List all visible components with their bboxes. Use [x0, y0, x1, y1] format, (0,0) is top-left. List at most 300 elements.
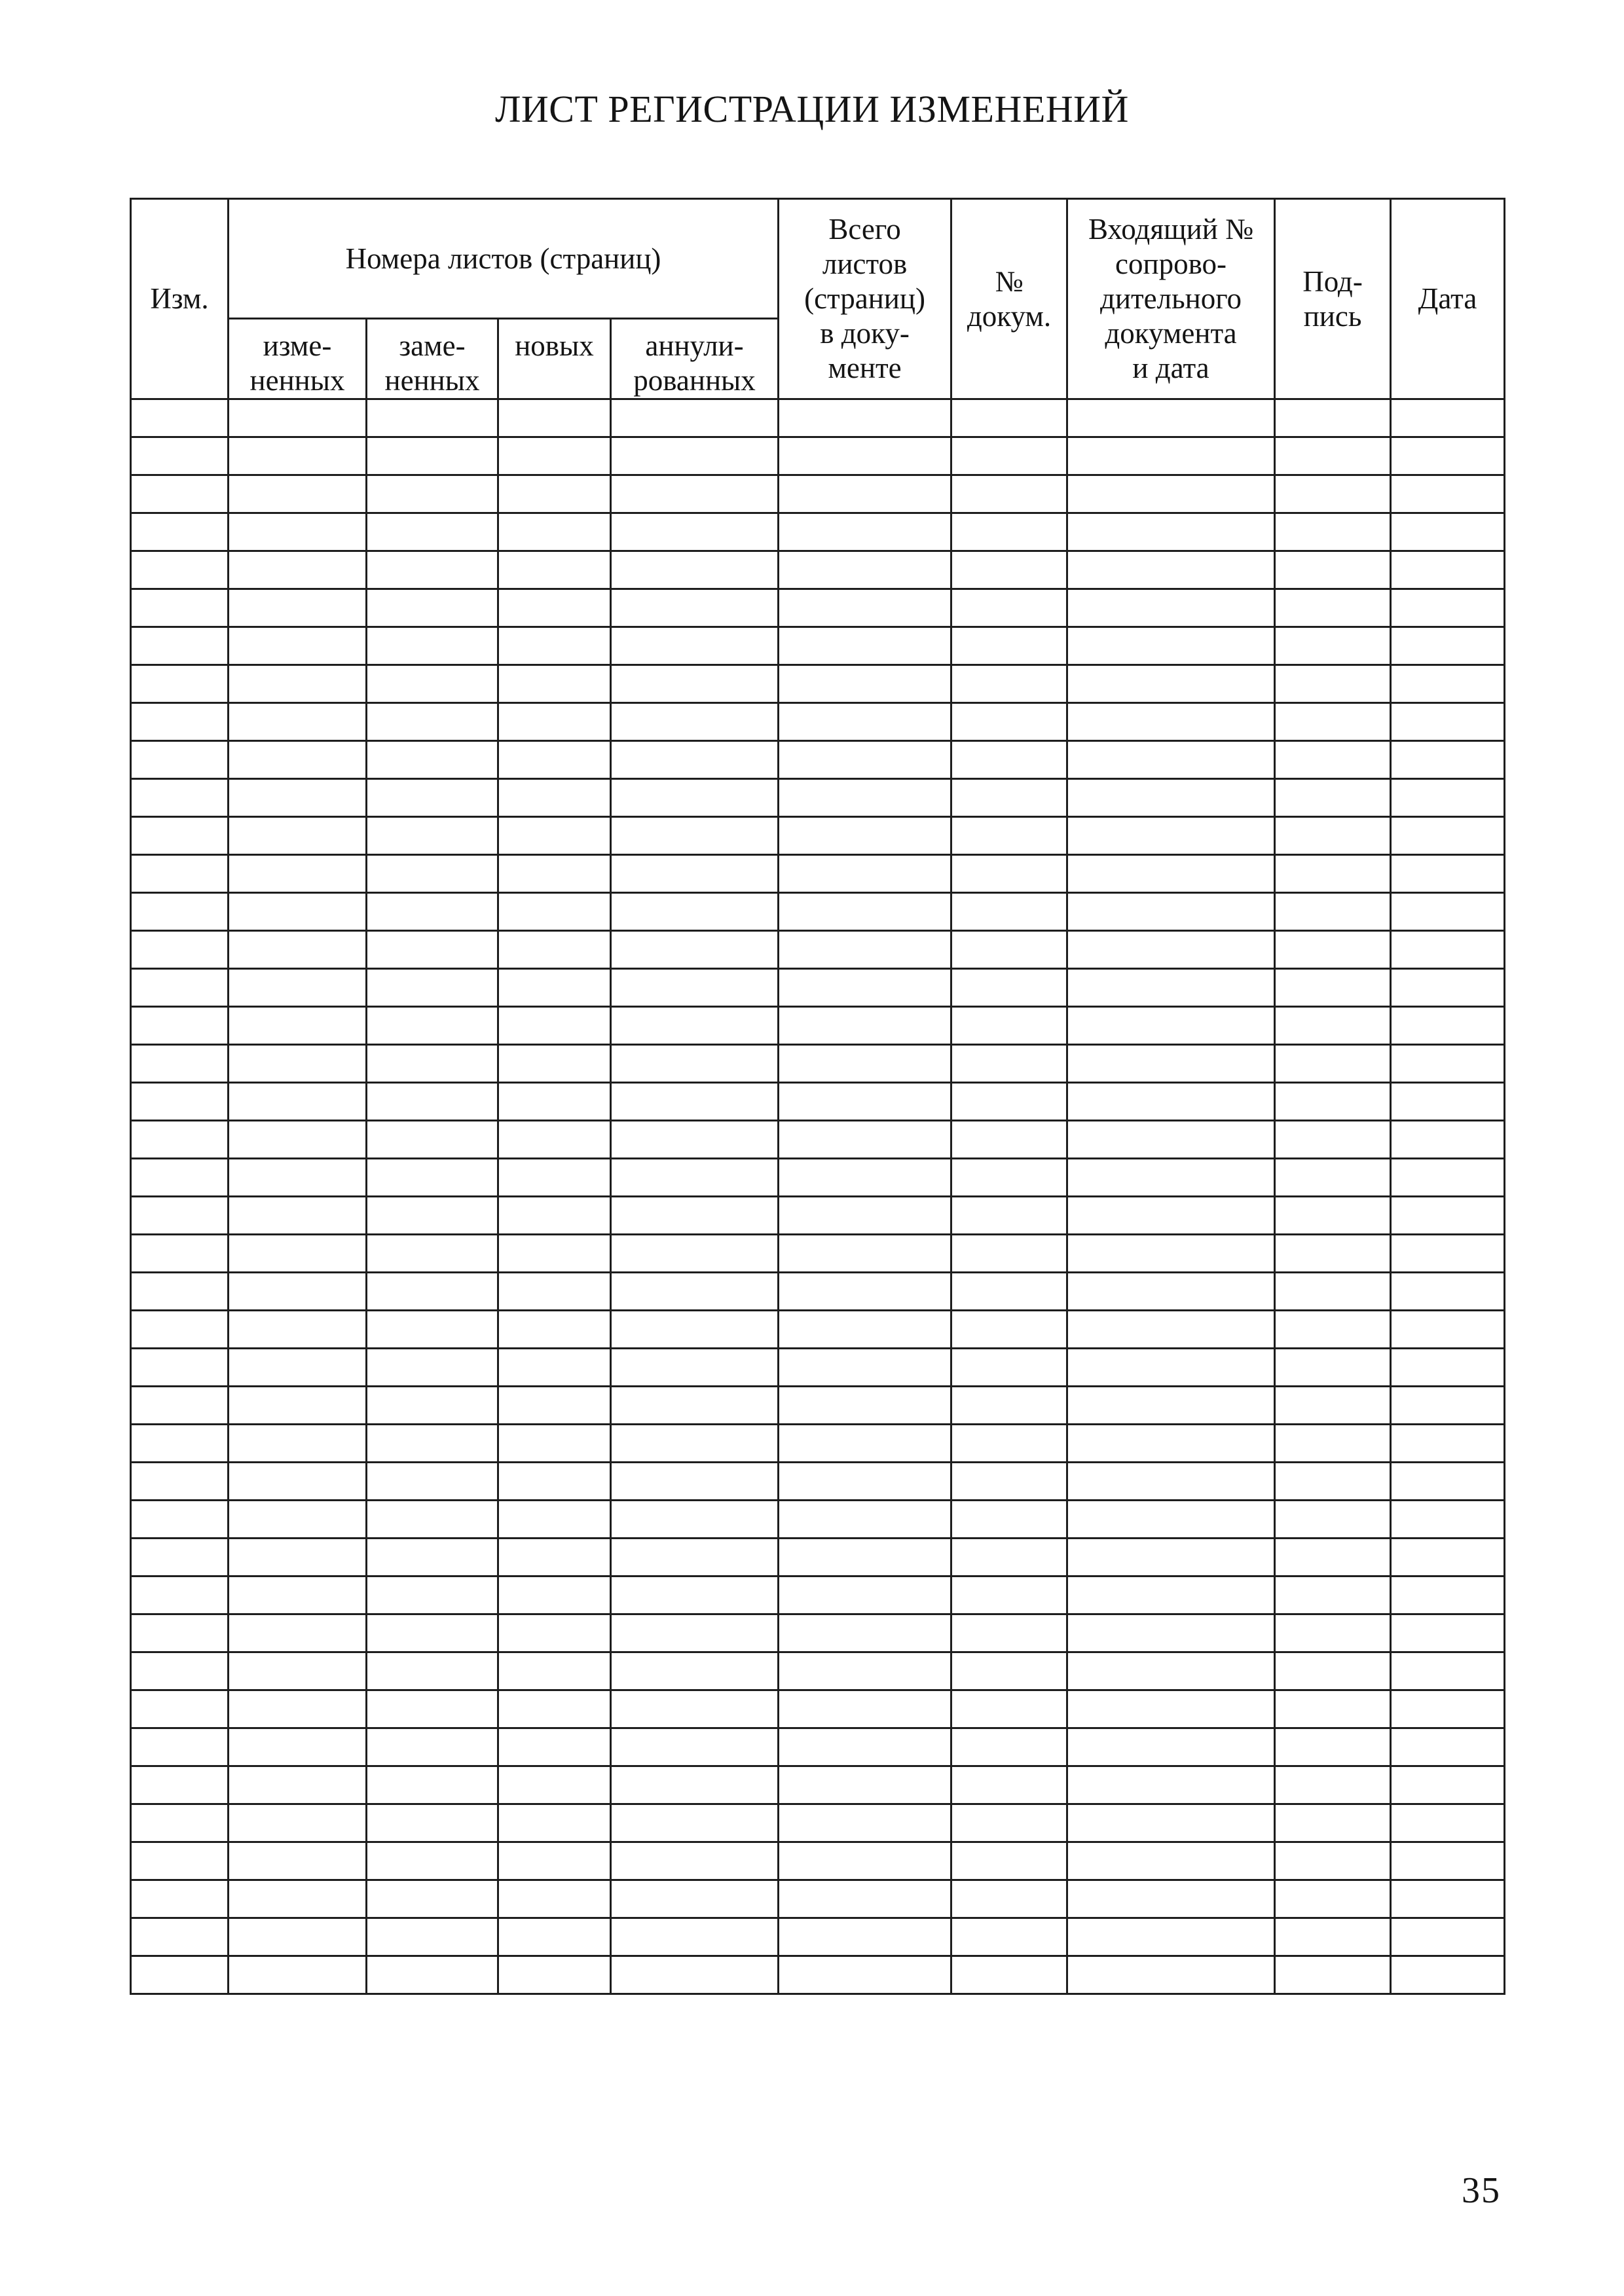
table-row [131, 969, 1505, 1007]
table-cell [779, 1614, 951, 1652]
table-cell [498, 893, 611, 931]
table-cell [1391, 1083, 1505, 1121]
table-cell [611, 969, 779, 1007]
table-cell [779, 513, 951, 551]
table-cell [498, 589, 611, 627]
table-cell [1067, 855, 1275, 893]
table-row [131, 1349, 1505, 1387]
table-cell [131, 703, 229, 741]
table-cell [131, 1463, 229, 1501]
table-cell [951, 589, 1067, 627]
table-cell [498, 1842, 611, 1880]
table-cell [131, 1690, 229, 1728]
table-cell [367, 1728, 498, 1766]
table-cell [1275, 1690, 1391, 1728]
table-cell [131, 741, 229, 779]
table-row [131, 817, 1505, 855]
table-cell [779, 1349, 951, 1387]
table-cell [951, 1273, 1067, 1311]
table-cell [779, 1007, 951, 1045]
table-row [131, 1121, 1505, 1159]
table-cell [1067, 1614, 1275, 1652]
table-cell [367, 1197, 498, 1235]
table-cell [229, 1918, 367, 1956]
table-row [131, 513, 1505, 551]
table-cell [951, 1918, 1067, 1956]
table-cell [498, 741, 611, 779]
table-cell [131, 1918, 229, 1956]
table-cell [229, 1956, 367, 1994]
table-cell [611, 1007, 779, 1045]
table-cell [1391, 893, 1505, 931]
table-cell [1391, 1614, 1505, 1652]
table-cell [498, 1880, 611, 1918]
table-cell [1067, 1766, 1275, 1804]
table-cell [611, 1121, 779, 1159]
table-cell [779, 551, 951, 589]
table-row [131, 1235, 1505, 1273]
table-cell [951, 1614, 1067, 1652]
table-cell [229, 931, 367, 969]
table-cell [131, 1804, 229, 1842]
table-cell [498, 1501, 611, 1539]
table-cell [131, 1349, 229, 1387]
table-cell [1391, 1235, 1505, 1273]
table-cell [951, 1956, 1067, 1994]
table-cell [611, 1463, 779, 1501]
table-row [131, 475, 1505, 513]
table-cell [498, 1045, 611, 1083]
table-cell [131, 1614, 229, 1652]
table-cell [1275, 1045, 1391, 1083]
table-cell [131, 627, 229, 665]
table-cell [1067, 437, 1275, 475]
table-cell [611, 779, 779, 817]
table-row [131, 1614, 1505, 1652]
table-cell [1067, 1690, 1275, 1728]
table-cell [779, 1387, 951, 1425]
table-cell [951, 399, 1067, 437]
table-cell [229, 589, 367, 627]
table-cell [1391, 969, 1505, 1007]
table-cell [1391, 513, 1505, 551]
table-cell [779, 1918, 951, 1956]
table-cell [131, 1083, 229, 1121]
table-cell [779, 589, 951, 627]
table-cell [779, 1121, 951, 1159]
table-cell [131, 1652, 229, 1690]
table-cell [367, 513, 498, 551]
table-cell [1391, 741, 1505, 779]
table-cell [1067, 1576, 1275, 1614]
table-cell [498, 855, 611, 893]
table-cell [1275, 665, 1391, 703]
table-cell [951, 1728, 1067, 1766]
table-cell [951, 437, 1067, 475]
table-cell [611, 703, 779, 741]
table-cell [498, 551, 611, 589]
table-cell [611, 1273, 779, 1311]
table-cell [367, 1652, 498, 1690]
table-cell [229, 969, 367, 1007]
table-cell [131, 1880, 229, 1918]
table-cell [1275, 1804, 1391, 1842]
table-cell [131, 817, 229, 855]
table-cell [1067, 1463, 1275, 1501]
header-new: новых [498, 319, 611, 399]
table-cell [1275, 627, 1391, 665]
table-cell [1067, 1007, 1275, 1045]
table-cell [1391, 627, 1505, 665]
table-cell [951, 741, 1067, 779]
table-cell [951, 1425, 1067, 1463]
table-cell [1067, 1311, 1275, 1349]
table-cell [131, 931, 229, 969]
table-cell [498, 817, 611, 855]
table-cell [367, 893, 498, 931]
table-cell [779, 1425, 951, 1463]
table-cell [951, 1349, 1067, 1387]
table-cell [611, 1766, 779, 1804]
table-cell [229, 1842, 367, 1880]
table-cell [1391, 1159, 1505, 1197]
table-cell [1275, 399, 1391, 437]
table-cell [229, 1463, 367, 1501]
table-cell [1391, 855, 1505, 893]
table-cell [1391, 551, 1505, 589]
table-cell [611, 893, 779, 931]
table-row [131, 399, 1505, 437]
table-cell [498, 1576, 611, 1614]
table-cell [367, 1425, 498, 1463]
table-cell [229, 1576, 367, 1614]
table-cell [951, 1159, 1067, 1197]
table-cell [1067, 1804, 1275, 1842]
table-cell [1275, 589, 1391, 627]
table-cell [229, 703, 367, 741]
table-cell [1067, 931, 1275, 969]
table-cell [779, 1311, 951, 1349]
table-cell [779, 437, 951, 475]
table-cell [1275, 1539, 1391, 1576]
table-cell [131, 1766, 229, 1804]
table-cell [951, 1539, 1067, 1576]
table-row [131, 551, 1505, 589]
table-cell [779, 779, 951, 817]
table-cell [367, 1576, 498, 1614]
table-row [131, 1197, 1505, 1235]
header-incoming-document: Входящий № сопрово- дительного документа и дата [1067, 199, 1275, 399]
table-cell [1067, 1349, 1275, 1387]
table-cell [229, 1614, 367, 1652]
table-cell [131, 589, 229, 627]
table-row [131, 437, 1505, 475]
table-cell [611, 1197, 779, 1235]
table-row [131, 893, 1505, 931]
table-cell [779, 1273, 951, 1311]
table-cell [1391, 1728, 1505, 1766]
table-cell [1275, 741, 1391, 779]
document-title: ЛИСТ РЕГИСТРАЦИИ ИЗМЕНЕНИЙ [495, 88, 1129, 130]
table-cell [1391, 1766, 1505, 1804]
table-cell [498, 513, 611, 551]
table-cell [611, 1728, 779, 1766]
table-cell [1275, 1197, 1391, 1235]
table-cell [1391, 1045, 1505, 1083]
table-cell [779, 1842, 951, 1880]
table-cell [951, 1121, 1067, 1159]
table-cell [611, 1576, 779, 1614]
table-row [131, 703, 1505, 741]
table-cell [1391, 1463, 1505, 1501]
table-cell [229, 817, 367, 855]
table-cell [1391, 1539, 1505, 1576]
table-cell [498, 1804, 611, 1842]
table-cell [611, 437, 779, 475]
table-cell [1391, 1311, 1505, 1349]
table-cell [229, 475, 367, 513]
table-cell [1067, 665, 1275, 703]
table-cell [611, 627, 779, 665]
table-cell [779, 1804, 951, 1842]
table-cell [229, 551, 367, 589]
table-cell [951, 1235, 1067, 1273]
table-cell [131, 551, 229, 589]
table-cell [611, 1311, 779, 1349]
table-cell [367, 855, 498, 893]
table-cell [1391, 1652, 1505, 1690]
table-row [131, 1007, 1505, 1045]
table-cell [951, 1501, 1067, 1539]
table-cell [611, 1045, 779, 1083]
table-cell [779, 1539, 951, 1576]
table-cell [131, 1121, 229, 1159]
table-cell [367, 969, 498, 1007]
table-cell [1391, 1956, 1505, 1994]
table-cell [779, 1159, 951, 1197]
table-cell [367, 1083, 498, 1121]
table-cell [951, 931, 1067, 969]
table-cell [611, 1083, 779, 1121]
table-cell [229, 1197, 367, 1235]
table-cell [131, 1197, 229, 1235]
table-cell [1067, 1539, 1275, 1576]
table-cell [1067, 551, 1275, 589]
table-cell [229, 779, 367, 817]
header-row [131, 199, 1505, 319]
table-cell [1391, 1349, 1505, 1387]
table-row [131, 627, 1505, 665]
table-cell [779, 1045, 951, 1083]
change-registration-table [130, 198, 1505, 1995]
table-cell [611, 589, 779, 627]
table-cell [131, 513, 229, 551]
table-cell [779, 1956, 951, 1994]
table-cell [1067, 893, 1275, 931]
table-cell [1067, 589, 1275, 627]
table-cell [367, 931, 498, 969]
table-cell [611, 1159, 779, 1197]
table-cell [498, 665, 611, 703]
table-cell [951, 1842, 1067, 1880]
table-cell [131, 665, 229, 703]
table-cell [1391, 589, 1505, 627]
table-cell [951, 703, 1067, 741]
table-cell [611, 1918, 779, 1956]
table-cell [1275, 1007, 1391, 1045]
table-cell [131, 969, 229, 1007]
table-cell [1275, 1652, 1391, 1690]
table-cell [131, 1007, 229, 1045]
table-cell [131, 893, 229, 931]
table-cell [1275, 1956, 1391, 1994]
table-cell [498, 1614, 611, 1652]
table-cell [498, 1273, 611, 1311]
table-cell [779, 1652, 951, 1690]
table-row [131, 589, 1505, 627]
table-cell [951, 513, 1067, 551]
table-cell [498, 969, 611, 1007]
table-cell [367, 589, 498, 627]
table-cell [367, 1501, 498, 1539]
table-cell [1391, 437, 1505, 475]
table-cell [367, 399, 498, 437]
table-cell [367, 437, 498, 475]
table-cell [611, 665, 779, 703]
table-cell [1391, 931, 1505, 969]
table-cell [367, 1463, 498, 1501]
table-cell [498, 1349, 611, 1387]
table-row [131, 1842, 1505, 1880]
table-cell [229, 741, 367, 779]
table-cell [1275, 779, 1391, 817]
table-cell [779, 1766, 951, 1804]
table-cell [951, 893, 1067, 931]
table-cell [1391, 1880, 1505, 1918]
table-cell [951, 665, 1067, 703]
table-cell [951, 779, 1067, 817]
table-cell [1275, 931, 1391, 969]
table-cell [498, 931, 611, 969]
table-cell [131, 399, 229, 437]
table-cell [1275, 1425, 1391, 1463]
table-cell [1275, 1083, 1391, 1121]
table-cell [1275, 1349, 1391, 1387]
table-cell [498, 1690, 611, 1728]
table-cell [951, 1311, 1067, 1349]
table-cell [951, 969, 1067, 1007]
table-cell [1275, 1273, 1391, 1311]
table-cell [1275, 703, 1391, 741]
header-date: Дата [1391, 199, 1505, 399]
table-cell [367, 1614, 498, 1652]
table-cell [229, 893, 367, 931]
table-cell [1275, 1387, 1391, 1425]
table-cell [498, 1121, 611, 1159]
table-row [131, 1083, 1505, 1121]
table-cell [1275, 1121, 1391, 1159]
table-row [131, 1045, 1505, 1083]
table-cell [1391, 817, 1505, 855]
table-row [131, 1501, 1505, 1539]
table-cell [1391, 779, 1505, 817]
table-cell [611, 1652, 779, 1690]
table-cell [951, 1387, 1067, 1425]
table-cell [1391, 1501, 1505, 1539]
table-cell [1275, 969, 1391, 1007]
table-cell [229, 1349, 367, 1387]
table-cell [779, 817, 951, 855]
table-cell [951, 1576, 1067, 1614]
table-cell [367, 1349, 498, 1387]
table-cell [611, 551, 779, 589]
table-cell [1275, 1728, 1391, 1766]
table-cell [951, 817, 1067, 855]
table-cell [779, 969, 951, 1007]
table-cell [611, 1690, 779, 1728]
table-cell [1275, 1880, 1391, 1918]
table-cell [1275, 437, 1391, 475]
table-cell [1067, 1728, 1275, 1766]
header-replaced: заме- ненных [367, 319, 498, 399]
table-cell [1391, 1804, 1505, 1842]
table-cell [779, 1235, 951, 1273]
table-cell [1391, 1387, 1505, 1425]
table-cell [229, 1539, 367, 1576]
page-number: 35 [1462, 2170, 1501, 2211]
table-cell [131, 475, 229, 513]
table-cell [367, 1956, 498, 1994]
table-row [131, 1918, 1505, 1956]
table-cell [498, 1766, 611, 1804]
table-row [131, 1728, 1505, 1766]
table-cell [951, 1690, 1067, 1728]
table-cell [229, 665, 367, 703]
table-row [131, 1766, 1505, 1804]
header-changed: изме- ненных [229, 319, 367, 399]
table-cell [1391, 665, 1505, 703]
table-cell [131, 779, 229, 817]
table-cell [779, 703, 951, 741]
table-cell [1391, 1842, 1505, 1880]
table-cell [1067, 1045, 1275, 1083]
table-cell [498, 475, 611, 513]
table-cell [367, 551, 498, 589]
header-change: Изм. [131, 199, 229, 399]
table-cell [1067, 399, 1275, 437]
table-cell [1391, 703, 1505, 741]
table-cell [1275, 1159, 1391, 1197]
table-cell [229, 1501, 367, 1539]
table-cell [367, 703, 498, 741]
table-cell [367, 1539, 498, 1576]
table-cell [1391, 1197, 1505, 1235]
table-row [131, 1463, 1505, 1501]
table-cell [498, 1235, 611, 1273]
table-cell [1275, 1918, 1391, 1956]
table-cell [131, 855, 229, 893]
table-cell [1391, 399, 1505, 437]
table-cell [611, 399, 779, 437]
table-cell [951, 1766, 1067, 1804]
table-cell [131, 1159, 229, 1197]
table-cell [1067, 1956, 1275, 1994]
table-cell [951, 551, 1067, 589]
header-signature: Под- пись [1275, 199, 1391, 399]
table-cell [611, 513, 779, 551]
table-cell [611, 1880, 779, 1918]
table-cell [1275, 1576, 1391, 1614]
